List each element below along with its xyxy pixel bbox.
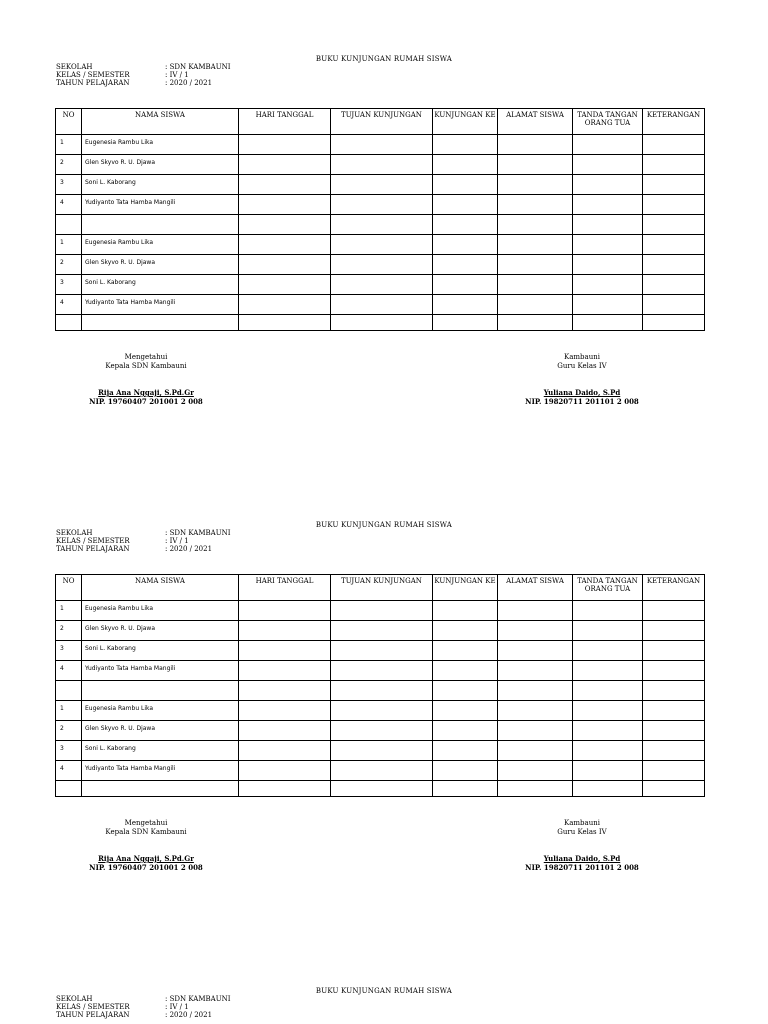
cell-empty (643, 295, 705, 315)
signature-space (512, 371, 652, 388)
cell-empty (433, 661, 498, 681)
cell-empty (498, 235, 573, 255)
sign-line1: Kambauni (564, 819, 600, 827)
sign-line2: Guru Kelas IV (557, 828, 607, 836)
cell-empty (573, 175, 643, 195)
cell-empty (643, 215, 705, 235)
cell-empty (573, 761, 643, 781)
cell-empty (331, 275, 433, 295)
cell-empty (239, 315, 331, 331)
cell-no: 4 (56, 195, 82, 215)
cell-empty (331, 681, 433, 701)
cell-empty (498, 275, 573, 295)
cell-empty (433, 721, 498, 741)
cell-empty (498, 155, 573, 175)
cell-no (56, 215, 82, 235)
cell-empty (331, 701, 433, 721)
table-row (56, 781, 705, 797)
table-row (56, 315, 705, 331)
signer-name: Rija Ana Nggaji, S.Pd.Gr (98, 854, 194, 863)
column-header: TANDA TANGAN ORANG TUA (573, 575, 643, 601)
table-row (56, 175, 705, 195)
cell-nama-siswa: Glen Skyvo R. U. Djawa (82, 255, 239, 275)
cell-empty (643, 315, 705, 331)
signature-space (76, 371, 216, 388)
cell-empty (498, 741, 573, 761)
cell-empty (573, 295, 643, 315)
info-row (56, 545, 231, 553)
info-row (56, 1011, 231, 1019)
cell-empty (643, 661, 705, 681)
cell-empty (573, 661, 643, 681)
cell-no (56, 315, 82, 331)
info-value: : 2020 / 2021 (165, 545, 213, 553)
cell-empty (573, 195, 643, 215)
table-row (56, 641, 705, 661)
cell-empty (643, 641, 705, 661)
cell-empty (498, 175, 573, 195)
header-row (56, 575, 705, 601)
cell-no: 1 (56, 701, 82, 721)
cell-empty (239, 275, 331, 295)
cell-nama-siswa (82, 215, 239, 235)
cell-nama-siswa: Yudiyanto Tata Hamba Mangili (82, 195, 239, 215)
cell-empty (643, 195, 705, 215)
cell-empty (573, 701, 643, 721)
cell-empty (433, 295, 498, 315)
cell-empty (331, 781, 433, 797)
cell-empty (498, 255, 573, 275)
signature-teacher (512, 353, 652, 406)
info-row (56, 529, 231, 537)
sign-line2: Kepala SDN Kambauni (105, 828, 187, 836)
info-label: SEKOLAH (56, 63, 93, 71)
cell-empty (433, 135, 498, 155)
cell-nama-siswa: Glen Skyvo R. U. Djawa (82, 621, 239, 641)
cell-nama-siswa: Soni L. Kaborang (82, 175, 239, 195)
visit-table (55, 108, 705, 331)
table-row (56, 235, 705, 255)
cell-empty (498, 315, 573, 331)
table-row (56, 275, 705, 295)
sign-line1: Mengetahui (124, 353, 168, 361)
cell-no: 2 (56, 255, 82, 275)
table-row (56, 701, 705, 721)
cell-no: 3 (56, 275, 82, 295)
cell-empty (239, 235, 331, 255)
cell-empty (498, 721, 573, 741)
signer-nip: NIP. 19820711 201101 2 008 (525, 863, 639, 872)
column-header: ALAMAT SISWA (498, 109, 573, 135)
cell-empty (331, 255, 433, 275)
cell-empty (573, 315, 643, 331)
cell-empty (498, 195, 573, 215)
table-row (56, 601, 705, 621)
school-info (56, 63, 231, 87)
cell-empty (573, 275, 643, 295)
cell-empty (573, 135, 643, 155)
cell-no: 3 (56, 175, 82, 195)
cell-nama-siswa: Eugenesia Rambu Lika (82, 601, 239, 621)
cell-empty (643, 781, 705, 797)
cell-empty (433, 195, 498, 215)
cell-empty (433, 761, 498, 781)
cell-empty (331, 235, 433, 255)
cell-empty (331, 315, 433, 331)
signature-headmaster (76, 353, 216, 406)
document-title: BUKU KUNJUNGAN RUMAH SISWA (315, 55, 453, 63)
cell-empty (239, 135, 331, 155)
cell-empty (573, 781, 643, 797)
cell-empty (433, 155, 498, 175)
cell-empty (573, 721, 643, 741)
cell-empty (433, 681, 498, 701)
signer-nip: NIP. 19820711 201101 2 008 (525, 397, 639, 406)
cell-nama-siswa: Eugenesia Rambu Lika (82, 235, 239, 255)
cell-empty (643, 255, 705, 275)
table-row (56, 681, 705, 701)
cell-empty (498, 761, 573, 781)
info-label: TAHUN PELAJARAN (56, 79, 130, 87)
cell-empty (331, 721, 433, 741)
cell-nama-siswa (82, 315, 239, 331)
cell-empty (498, 641, 573, 661)
document-title: BUKU KUNJUNGAN RUMAH SISWA (315, 987, 453, 995)
cell-empty (331, 601, 433, 621)
info-value: : SDN KAMBAUNI (165, 63, 231, 71)
cell-empty (331, 195, 433, 215)
cell-empty (643, 135, 705, 155)
visit-table (55, 574, 705, 797)
signature-headmaster (76, 819, 216, 872)
cell-no: 4 (56, 661, 82, 681)
cell-nama-siswa: Soni L. Kaborang (82, 275, 239, 295)
info-value: : 2020 / 2021 (165, 1011, 213, 1019)
cell-empty (239, 661, 331, 681)
table-row (56, 761, 705, 781)
cell-empty (331, 175, 433, 195)
info-value: : 2020 / 2021 (165, 79, 213, 87)
cell-nama-siswa: Soni L. Kaborang (82, 641, 239, 661)
signature-space (512, 837, 652, 854)
cell-nama-siswa: Glen Skyvo R. U. Djawa (82, 721, 239, 741)
table-row (56, 741, 705, 761)
cell-nama-siswa: Eugenesia Rambu Lika (82, 701, 239, 721)
cell-no: 1 (56, 135, 82, 155)
cell-empty (498, 661, 573, 681)
table-row (56, 155, 705, 175)
cell-nama-siswa: Glen Skyvo R. U. Djawa (82, 155, 239, 175)
column-header: NAMA SISWA (82, 109, 239, 135)
cell-empty (239, 195, 331, 215)
cell-nama-siswa (82, 781, 239, 797)
cell-empty (239, 761, 331, 781)
signer-name: Yuliana Daido, S.Pd (543, 854, 621, 863)
info-row (56, 995, 231, 1003)
info-value: : IV / 1 (165, 71, 189, 79)
header-row (56, 109, 705, 135)
cell-nama-siswa: Yudiyanto Tata Hamba Mangili (82, 295, 239, 315)
cell-empty (498, 701, 573, 721)
column-header: TUJUAN KUNJUNGAN (331, 109, 433, 135)
cell-empty (239, 781, 331, 797)
cell-empty (239, 175, 331, 195)
cell-no: 1 (56, 601, 82, 621)
sign-line2: Guru Kelas IV (557, 362, 607, 370)
signature-space (76, 837, 216, 854)
info-label: KELAS / SEMESTER (56, 537, 130, 545)
school-info (56, 529, 231, 553)
info-label: TAHUN PELAJARAN (56, 545, 130, 553)
column-header: KUNJUNGAN KE (433, 109, 498, 135)
table-row (56, 135, 705, 155)
cell-empty (433, 641, 498, 661)
table-row (56, 721, 705, 741)
cell-no: 4 (56, 295, 82, 315)
cell-no (56, 681, 82, 701)
cell-empty (239, 155, 331, 175)
cell-empty (573, 621, 643, 641)
cell-empty (643, 701, 705, 721)
cell-empty (643, 721, 705, 741)
cell-no: 3 (56, 741, 82, 761)
column-header: KETERANGAN (643, 575, 705, 601)
signature-teacher (512, 819, 652, 872)
info-label: TAHUN PELAJARAN (56, 1011, 130, 1019)
info-row (56, 71, 231, 79)
column-header: HARI TANGGAL (239, 109, 331, 135)
cell-empty (331, 661, 433, 681)
cell-empty (573, 641, 643, 661)
table-row (56, 621, 705, 641)
cell-no: 2 (56, 155, 82, 175)
cell-empty (239, 641, 331, 661)
cell-empty (573, 681, 643, 701)
column-header: HARI TANGGAL (239, 575, 331, 601)
column-header: NO (56, 109, 82, 135)
cell-empty (331, 295, 433, 315)
cell-empty (433, 255, 498, 275)
table-row (56, 215, 705, 235)
cell-nama-siswa: Yudiyanto Tata Hamba Mangili (82, 761, 239, 781)
cell-empty (643, 681, 705, 701)
sign-line1: Kambauni (564, 353, 600, 361)
cell-empty (498, 621, 573, 641)
cell-empty (498, 601, 573, 621)
signer-nip: NIP. 19760407 201001 2 008 (89, 397, 203, 406)
sign-line2: Kepala SDN Kambauni (105, 362, 187, 370)
column-header: NO (56, 575, 82, 601)
cell-empty (331, 641, 433, 661)
cell-empty (433, 235, 498, 255)
cell-empty (498, 295, 573, 315)
cell-empty (643, 155, 705, 175)
cell-empty (573, 741, 643, 761)
info-row (56, 63, 231, 71)
cell-empty (573, 255, 643, 275)
cell-empty (239, 601, 331, 621)
cell-empty (573, 155, 643, 175)
cell-empty (573, 601, 643, 621)
cell-empty (239, 255, 331, 275)
info-row (56, 537, 231, 545)
cell-empty (433, 741, 498, 761)
info-value: : IV / 1 (165, 1003, 189, 1011)
cell-empty (433, 175, 498, 195)
signer-name: Yuliana Daido, S.Pd (543, 388, 621, 397)
cell-empty (239, 621, 331, 641)
column-header: TUJUAN KUNJUNGAN (331, 575, 433, 601)
cell-nama-siswa: Eugenesia Rambu Lika (82, 135, 239, 155)
cell-empty (433, 601, 498, 621)
cell-empty (433, 621, 498, 641)
cell-empty (331, 761, 433, 781)
signer-nip: NIP. 19760407 201001 2 008 (89, 863, 203, 872)
cell-empty (433, 701, 498, 721)
column-header: NAMA SISWA (82, 575, 239, 601)
cell-empty (331, 155, 433, 175)
cell-empty (433, 275, 498, 295)
table-row (56, 255, 705, 275)
cell-no: 1 (56, 235, 82, 255)
cell-no (56, 781, 82, 797)
cell-no: 2 (56, 721, 82, 741)
cell-no: 2 (56, 621, 82, 641)
column-header: KETERANGAN (643, 109, 705, 135)
cell-empty (643, 621, 705, 641)
info-value: : SDN KAMBAUNI (165, 995, 231, 1003)
cell-no: 3 (56, 641, 82, 661)
cell-empty (643, 235, 705, 255)
cell-empty (331, 135, 433, 155)
info-row (56, 1003, 231, 1011)
info-value: : IV / 1 (165, 537, 189, 545)
info-label: SEKOLAH (56, 529, 93, 537)
cell-no: 4 (56, 761, 82, 781)
cell-empty (498, 215, 573, 235)
cell-empty (643, 175, 705, 195)
cell-empty (643, 741, 705, 761)
cell-empty (433, 315, 498, 331)
cell-empty (239, 295, 331, 315)
cell-empty (331, 621, 433, 641)
cell-nama-siswa: Soni L. Kaborang (82, 741, 239, 761)
table-row (56, 195, 705, 215)
info-label: SEKOLAH (56, 995, 93, 1003)
cell-empty (498, 781, 573, 797)
cell-empty (643, 761, 705, 781)
cell-empty (498, 681, 573, 701)
school-info (56, 995, 231, 1019)
cell-empty (331, 215, 433, 235)
cell-empty (239, 741, 331, 761)
cell-empty (331, 741, 433, 761)
column-header: ALAMAT SISWA (498, 575, 573, 601)
info-row (56, 79, 231, 87)
cell-empty (239, 215, 331, 235)
cell-empty (643, 275, 705, 295)
info-label: KELAS / SEMESTER (56, 71, 130, 79)
column-header: TANDA TANGAN ORANG TUA (573, 109, 643, 135)
info-value: : SDN KAMBAUNI (165, 529, 231, 537)
info-label: KELAS / SEMESTER (56, 1003, 130, 1011)
sign-line1: Mengetahui (124, 819, 168, 827)
document-title: BUKU KUNJUNGAN RUMAH SISWA (315, 521, 453, 529)
cell-empty (433, 781, 498, 797)
column-header: KUNJUNGAN KE (433, 575, 498, 601)
cell-empty (573, 235, 643, 255)
cell-nama-siswa (82, 681, 239, 701)
table-row (56, 661, 705, 681)
cell-empty (239, 721, 331, 741)
cell-empty (239, 681, 331, 701)
cell-nama-siswa: Yudiyanto Tata Hamba Mangili (82, 661, 239, 681)
signer-name: Rija Ana Nggaji, S.Pd.Gr (98, 388, 194, 397)
cell-empty (573, 215, 643, 235)
cell-empty (643, 601, 705, 621)
cell-empty (433, 215, 498, 235)
cell-empty (498, 135, 573, 155)
table-row (56, 295, 705, 315)
cell-empty (239, 701, 331, 721)
